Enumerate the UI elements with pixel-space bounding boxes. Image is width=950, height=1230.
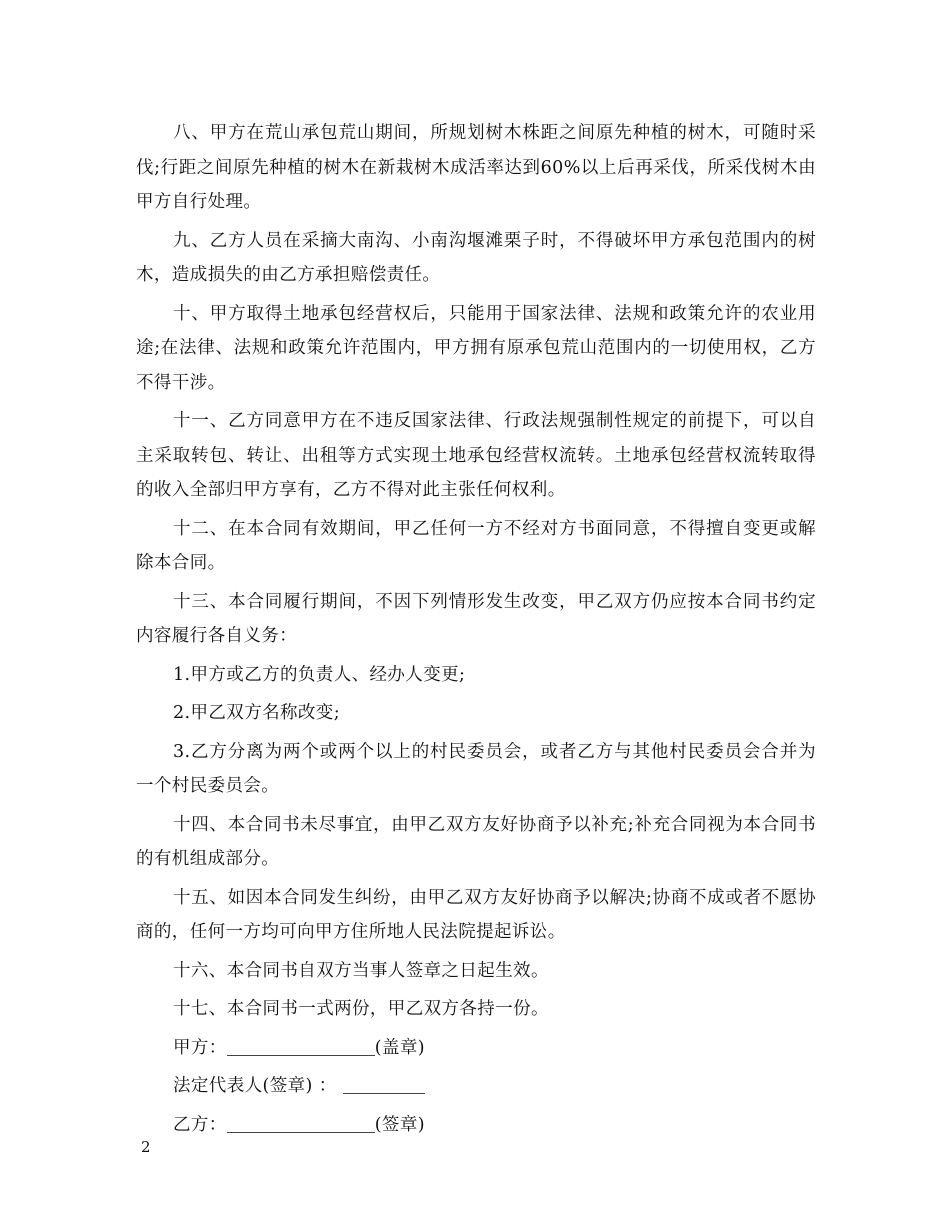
clause-8: 八、甲方在荒山承包荒山期间，所规划树木株距之间原先种植的树木，可随时采伐;行距之间原先种植的树木在新栽树木成活率达到60%以上后再采伐，所采伐树木由甲方自行处理。 xyxy=(136,123,816,212)
document-body xyxy=(136,116,816,1146)
party-b-suffix: (签章) xyxy=(374,1114,425,1135)
party-b-signature-line xyxy=(136,1108,816,1143)
legal-rep-label: 法定代表人(签章) ： xyxy=(173,1076,337,1096)
party-a-signature-blank[interactable] xyxy=(227,1037,375,1056)
legal-rep-signature-line xyxy=(136,1069,816,1104)
clause-9: 九、乙方人员在采摘大南沟、小南沟堰滩栗子时，不得破坏甲方承包范围内的树木，造成损失的由乙方承担赔偿责任。 xyxy=(136,230,816,285)
party-a-signature-line xyxy=(136,1031,816,1066)
party-a-suffix: (盖章) xyxy=(374,1037,425,1058)
clause-11: 十一、乙方同意甲方在不违反国家法律、行政法规强制性规定的前提下，可以自主采取转包、转让、出租等方式实现土地承包经营权流转。土地承包经营权流转取得的收入全部归甲方享有，乙方不得对此主张任何权利。 xyxy=(136,411,816,500)
clause-13-item-2: 2.甲乙双方名称改变; xyxy=(173,703,340,723)
clause-15: 十五、如因本合同发生纠纷，由甲乙双方友好协商予以解决;协商不成或者不愿协商的，任何一方均可向甲方住所地人民法院提起诉讼。 xyxy=(136,887,816,942)
clause-10: 十、甲方取得土地承包经营权后，只能用于国家法律、法规和政策允许的农业用途;在法律、法规和政策允许范围内，甲方拥有原承包荒山范围内的一切使用权，乙方不得干涉。 xyxy=(136,303,816,393)
clause-16: 十六、本合同书自双方当事人签章之日起生效。 xyxy=(173,960,549,981)
clause-13-item-1: 1.甲方或乙方的负责人、经办人变更; xyxy=(173,664,466,685)
clause-14: 十四、本合同书未尽事宜，由甲乙双方友好协商予以补充;补充合同视为本合同书的有机组成部分。 xyxy=(136,814,816,869)
clause-13: 十三、本合同履行期间，不因下列情形发生改变，甲乙双方仍应按本合同书约定内容履行各自义务： xyxy=(136,591,816,646)
page-number: 2 xyxy=(141,1138,151,1156)
legal-rep-signature-blank[interactable] xyxy=(343,1075,425,1094)
clause-17: 十七、本合同书一式两份，甲乙双方各持一份。 xyxy=(173,999,549,1019)
party-b-signature-blank[interactable] xyxy=(227,1114,375,1133)
clause-12: 十二、在本合同有效期间，甲乙任何一方不经对方书面同意，不得擅自变更或解除本合同。 xyxy=(136,518,816,573)
party-b-label: 乙方： xyxy=(173,1114,227,1135)
party-a-label: 甲方： xyxy=(173,1037,227,1058)
clause-13-item-3: 3.乙方分离为两个或两个以上的村民委员会，或者乙方与其他村民委员会合并为一个村民委员会。 xyxy=(136,741,816,796)
